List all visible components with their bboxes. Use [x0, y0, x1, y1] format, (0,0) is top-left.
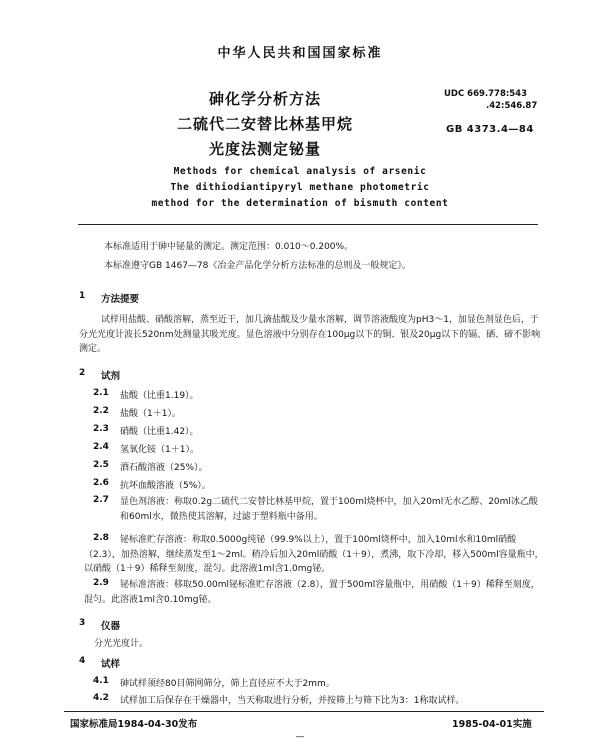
section-4-title: 试样	[101, 659, 121, 670]
issue-date: 国家标准局1984-04-30发布	[70, 719, 198, 730]
item-2-7-number: 2.7	[93, 495, 109, 505]
item-2-5-number: 2.5	[93, 460, 109, 470]
item-4-2-number: 4.2	[93, 693, 109, 703]
section-2-number: 2	[79, 368, 86, 378]
item-2-9-text-body: 铋标准溶液：移取50.00ml铋标准贮存溶液（2.8），置于500ml容量瓶中，用硝酸（1＋9）稀释至刻度，混匀。此溶液1ml含0.10mg铋。	[84, 580, 540, 605]
udc-code-line-2: .42:546.87	[486, 101, 538, 111]
item-2-3-number: 2.3	[93, 424, 109, 434]
english-title-line-2: The dithiodiantipyryl methane photometric	[170, 182, 430, 193]
item-2-3-text: 硝酸（比重1.42）。	[120, 427, 199, 437]
page-number: —	[295, 732, 305, 742]
item-2-4-text: 氢氧化铵（1＋1）。	[120, 445, 199, 455]
item-4-2-text: 试样加工后保存在干燥器中，当天称取进行分析，并按筛上与筛下比为3：1称取试样。	[120, 696, 465, 706]
section-3-title: 仪器	[101, 621, 121, 632]
item-2-4-number: 2.4	[93, 442, 109, 452]
item-2-8-text-body: 铋标准贮存溶液：称取0.5000g纯铋（99.9%以上），置于100ml烧杯中，加入10ml水和10ml硝酸（2.3），加热溶解，继续蒸发至1～2ml。稍冷后加入20ml硝酸（1＋9），煮沸，取下冷却，移入500ml容量瓶中，以硝酸（1＋9）稀释至刻度，混匀。此溶液1ml含1.0mg铋。	[84, 535, 544, 574]
section-3-paragraph: 分光光度计。	[94, 639, 149, 649]
item-2-1-number: 2.1	[93, 388, 109, 398]
item-4-1-number: 4.1	[93, 676, 109, 686]
item-2-2-number: 2.2	[93, 406, 109, 416]
item-2-9-text	[84, 578, 546, 607]
item-2-6-number: 2.6	[93, 478, 109, 488]
chinese-title-line-2: 二硫代二安替比林基甲烷	[176, 115, 353, 133]
udc-code-line-1: UDC 669.778:543	[444, 89, 528, 99]
section-4-number: 4	[79, 656, 86, 666]
intro-scope: 本标准适用于砷中铋量的测定。测定范围：0.010～0.200%。	[104, 242, 354, 252]
section-1-number: 1	[79, 291, 86, 301]
footer-divider	[64, 711, 544, 712]
standard-body-heading: 中华人民共和国国家标准	[217, 46, 383, 61]
item-2-9-number: 2.9	[93, 578, 109, 588]
item-4-1-text: 砷试样须经80目筛网筛分，筛上直径应不大于2mm。	[120, 679, 335, 689]
item-2-7-text	[120, 495, 546, 524]
gb-number: GB 4373.4—84	[446, 124, 534, 135]
item-2-6-text: 抗坏血酸溶液（5%）。	[120, 481, 211, 491]
english-title-line-3: method for the determination of bismuth content	[151, 198, 449, 209]
item-2-7-text-body: 显色剂溶液：称取0.2g二硫代二安替比林基甲烷，置于100ml烧杯中，加入20ml无水乙醇、20ml冰乙酸和60ml水，微热使其溶解，过滤于塑料瓶中备用。	[120, 497, 538, 522]
item-2-8-text	[84, 533, 546, 577]
effective-date: 1985-04-01实施	[452, 719, 532, 730]
item-2-1-text: 盐酸（比重1.19）。	[120, 391, 199, 401]
header-divider	[78, 224, 538, 225]
chinese-title-line-1: 砷化学分析方法	[208, 90, 321, 108]
english-title-line-1: Methods for chemical analysis of arsenic	[173, 166, 427, 177]
section-1-title: 方法提要	[101, 294, 140, 305]
chinese-title-line-3: 光度法测定铋量	[208, 140, 321, 158]
section-3-number: 3	[79, 618, 86, 628]
item-2-8-number: 2.8	[93, 533, 109, 543]
item-2-5-text: 酒石酸溶液（25%）。	[120, 463, 208, 473]
section-2-title: 试剂	[101, 371, 121, 382]
section-1-paragraph: 试样用盐酸、硝酸溶解，蒸至近干，加几滴盐酸及少量水溶解，调节溶液酸度为pH3～1，加显色剂显色后，于分光光度计波长520nm处测量其吸光度。显色溶液中分别存在100μg以下的铜、银及20μg以下的镉、硒、碲不影响测定。	[79, 315, 541, 354]
item-2-2-text: 盐酸（1＋1）。	[120, 409, 181, 419]
intro-compliance: 本标准遵守GB 1467—78《冶金产品化学分析方法标准的总则及一般规定》。	[104, 261, 411, 271]
